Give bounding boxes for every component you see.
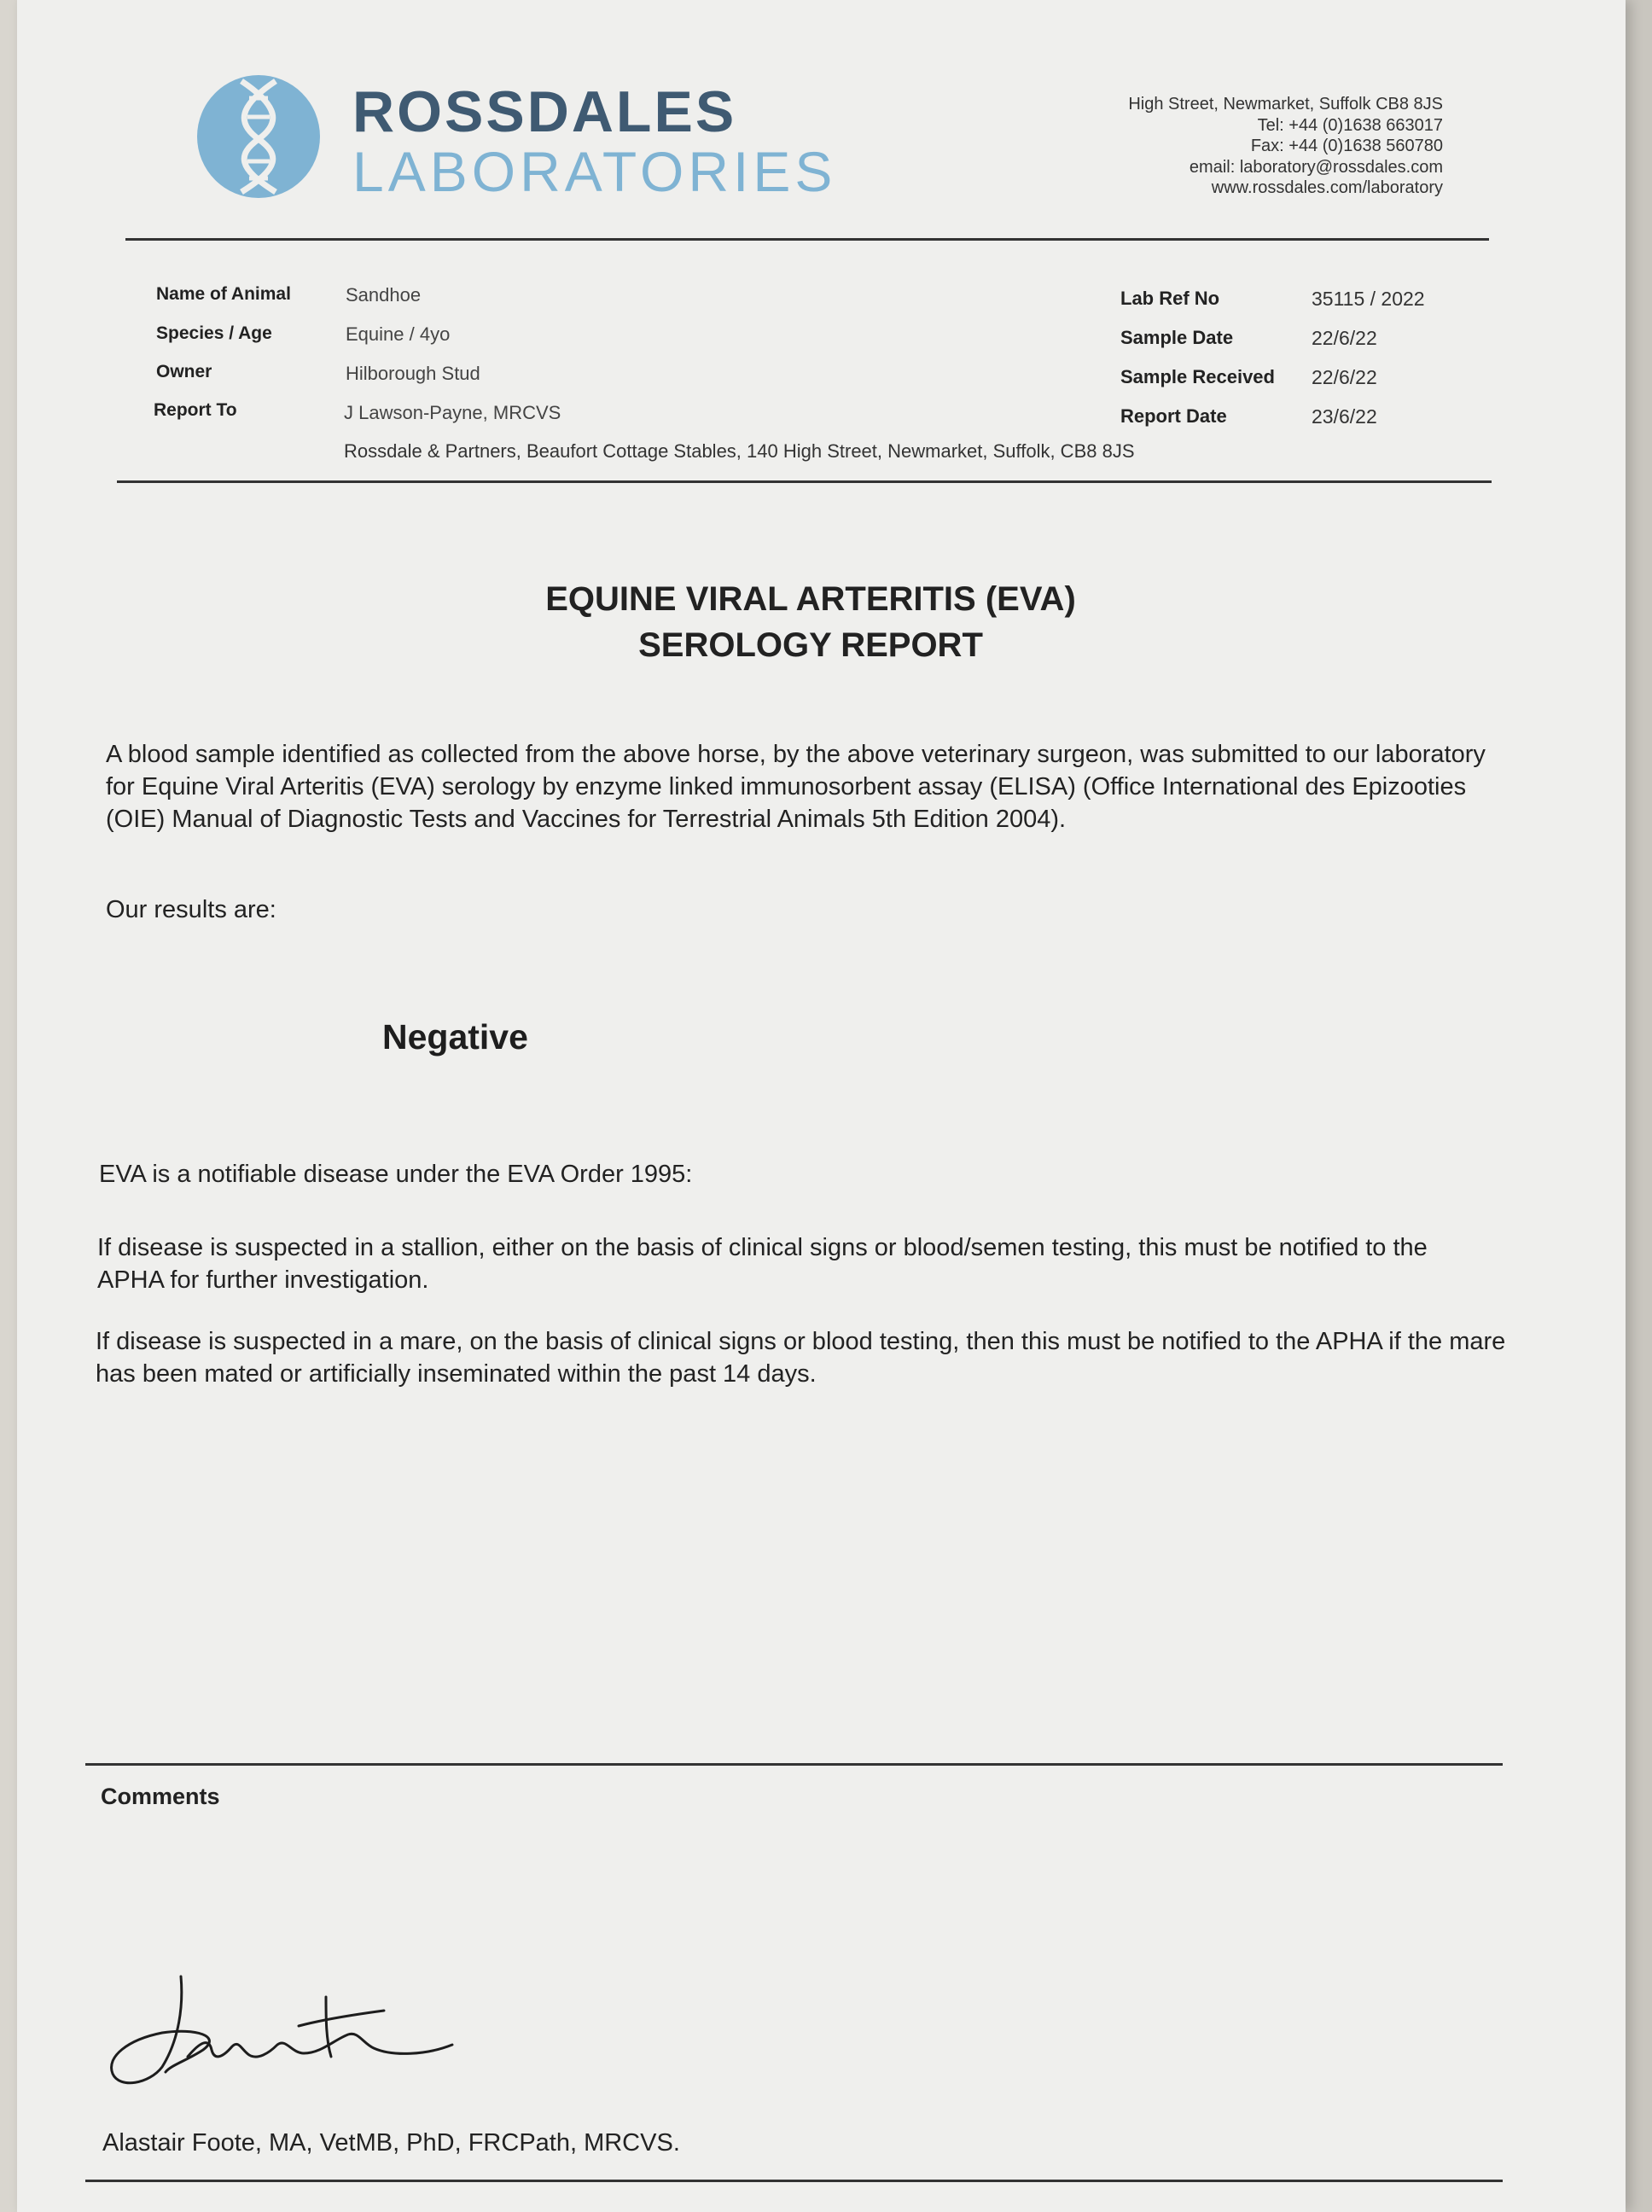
comments-divider: [85, 1763, 1503, 1766]
species-label: Species / Age: [156, 323, 272, 343]
lab-address: [1128, 94, 1443, 199]
report-to-address: Rossdale & Partners, Beaufort Cottage Stables, 140 High Street, Newmarket, Suffolk, CB8 8JS: [344, 440, 1135, 462]
address-web: www.rossdales.com/laboratory: [1211, 178, 1443, 197]
address-street: High Street, Newmarket, Suffolk CB8 8JS: [1128, 95, 1443, 114]
report-date-value: 23/6/22: [1312, 405, 1377, 428]
brand-name: ROSSDALES: [352, 79, 737, 144]
species-value: Equine / 4yo: [346, 323, 451, 345]
address-email: email: laboratory@rossdales.com: [1189, 157, 1443, 177]
stallion-note: If disease is suspected in a stallion, either on the basis of clinical signs or blood/semen testing, this must be notified to the APHA for further investigation.: [97, 1234, 1428, 1294]
animal-label: Name of Animal: [156, 284, 291, 304]
results-intro: Our results are:: [106, 896, 276, 923]
details-divider: [117, 480, 1492, 483]
animal-value: Sandhoe: [346, 284, 422, 306]
sample-received-label: Sample Received: [1120, 366, 1275, 387]
comments-label: Comments: [101, 1784, 220, 1809]
sample-date-label: Sample Date: [1120, 327, 1234, 348]
sample-date-value: 22/6/22: [1312, 327, 1377, 349]
footer-divider: [85, 2180, 1503, 2182]
report-to-value: J Lawson-Payne, MRCVS: [344, 402, 561, 423]
mare-note: If disease is suspected in a mare, on the basis of clinical signs or blood testing, then this must be notified to the APHA if the mare has been mated or artificially inseminated within the past 14 days.: [96, 1328, 1506, 1388]
address-fax: Fax: +44 (0)1638 560780: [1250, 137, 1443, 155]
sample-received-value: 22/6/22: [1312, 366, 1377, 388]
dna-helix-circle-icon: [195, 73, 323, 201]
signer-name: Alastair Foote, MA, VetMB, PhD, FRCPath, MRCVS.: [102, 2129, 680, 2157]
owner-value: Hilborough Stud: [346, 363, 480, 384]
signature-image: [102, 1971, 469, 2099]
report-date-label: Report Date: [1120, 405, 1227, 427]
test-result: Negative: [382, 1017, 528, 1057]
address-tel: Tel: +44 (0)1638 663017: [1257, 115, 1443, 135]
intro-paragraph: A blood sample identified as collected from the above horse, by the above veterinary surgeon, was submitted to our laboratory for Equine Viral Arteritis (EVA) serology by enzyme linked immunosorbent assay (ELISA) (Office International des Epizooties (OIE) Manual of Diagnostic Tests and Vaccines for Terrestrial Animals 5th Edition 2004).: [106, 741, 1486, 833]
report-subtitle: SEROLOGY REPORT: [638, 626, 983, 664]
lab-ref-label: Lab Ref No: [1120, 288, 1220, 309]
notifiable-note: EVA is a notifiable disease under the EVA Order 1995:: [99, 1161, 693, 1188]
report-to-label: Report To: [154, 400, 237, 420]
owner-label: Owner: [156, 362, 212, 381]
brand-subtitle: LABORATORIES: [352, 140, 837, 203]
report-page: [17, 0, 1626, 2212]
lab-ref-value: 35115 / 2022: [1312, 288, 1425, 310]
report-title: EQUINE VIRAL ARTERITIS (EVA): [545, 580, 1076, 618]
header-divider: [125, 238, 1489, 241]
